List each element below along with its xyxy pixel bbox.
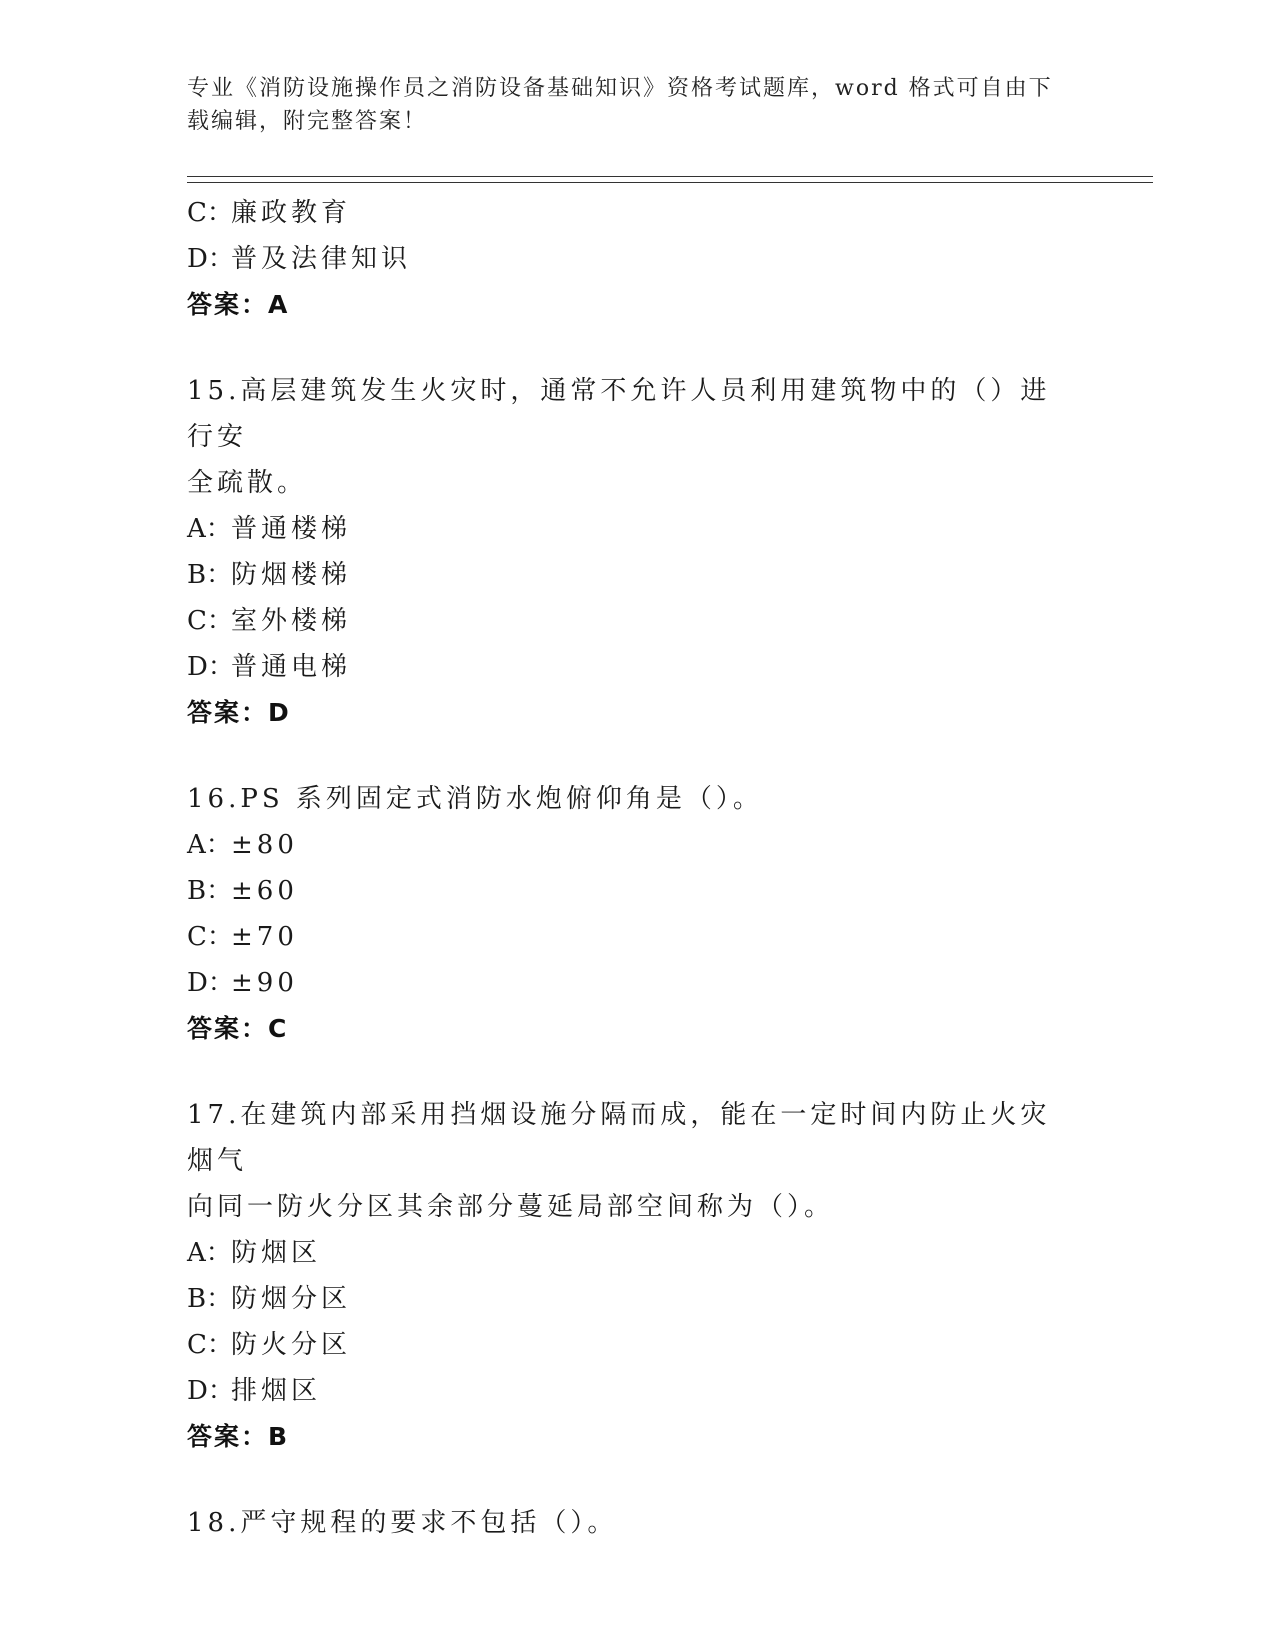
- question-15: [187, 368, 1087, 736]
- option-text: ±70: [231, 922, 298, 952]
- option-text: 普及法律知识: [231, 244, 412, 274]
- option-c: [187, 1322, 1087, 1368]
- answer-value: C: [268, 1014, 289, 1043]
- question-text-line-2: 向同一防火分区其余部分蔓延局部空间称为（）。: [187, 1192, 835, 1222]
- prev-question-tail: [187, 190, 1087, 328]
- option-text: 廉政教育: [231, 198, 352, 228]
- option-key: D：: [187, 968, 234, 998]
- option-key: B：: [187, 876, 233, 906]
- question-text-line-2: 全疏散。: [187, 468, 308, 498]
- option-text: 室外楼梯: [231, 606, 352, 636]
- header-divider-top: [187, 176, 1153, 177]
- question-text-line-1: 15.高层建筑发生火灾时，通常不允许人员利用建筑物中的（）进行安: [187, 376, 1051, 452]
- option-key: B：: [187, 1284, 233, 1314]
- option-key: D：: [187, 652, 234, 682]
- option-text: ±90: [231, 968, 298, 998]
- option-key: D：: [187, 244, 234, 274]
- option-b: [187, 868, 1087, 914]
- option-key: C：: [187, 606, 233, 636]
- option-d: [187, 1368, 1087, 1414]
- option-key: A：: [187, 514, 232, 544]
- option-key: A：: [187, 1238, 232, 1268]
- option-key: C：: [187, 922, 233, 952]
- option-key: A：: [187, 830, 232, 860]
- question-17: [187, 1092, 1087, 1460]
- header-line-2: 载编辑，附完整答案！: [187, 109, 428, 134]
- option-c: [187, 190, 1087, 236]
- option-text: ±60: [231, 876, 298, 906]
- option-c: [187, 598, 1087, 644]
- option-a: [187, 822, 1087, 868]
- question-text-line-1: 17.在建筑内部采用挡烟设施分隔而成，能在一定时间内防止火灾烟气: [187, 1100, 1051, 1176]
- answer-label: 答案：: [187, 290, 269, 319]
- question-text-line-1: 16.PS 系列固定式消防水炮俯仰角是（）。: [187, 784, 763, 814]
- header-line-1: 专业《消防设施操作员之消防设备基础知识》资格考试题库，word 格式可自由下: [187, 76, 1053, 101]
- option-d: [187, 960, 1087, 1006]
- option-key: B：: [187, 560, 233, 590]
- option-b: [187, 552, 1087, 598]
- question-text-line-1: 18.严守规程的要求不包括（）。: [187, 1508, 618, 1538]
- answer-line: [187, 1414, 1087, 1460]
- answer-label: 答案：: [187, 1422, 269, 1451]
- option-text: 防火分区: [231, 1330, 352, 1360]
- option-text: ±80: [231, 830, 298, 860]
- option-key: C：: [187, 198, 233, 228]
- answer-label: 答案：: [187, 1014, 269, 1043]
- option-key: C：: [187, 1330, 233, 1360]
- question-18: [187, 1500, 1087, 1546]
- question-list: [187, 190, 1087, 1546]
- answer-label: 答案：: [187, 698, 269, 727]
- option-text: 防烟分区: [231, 1284, 352, 1314]
- answer-value: B: [268, 1422, 290, 1451]
- option-a: [187, 506, 1087, 552]
- answer-value: D: [268, 698, 291, 727]
- option-text: 排烟区: [231, 1376, 322, 1406]
- option-b: [187, 1276, 1087, 1322]
- answer-value: A: [268, 290, 290, 319]
- answer-line: [187, 1006, 1087, 1052]
- option-key: D：: [187, 1376, 234, 1406]
- header-divider-bottom: [187, 182, 1153, 183]
- option-a: [187, 1230, 1087, 1276]
- question-16: [187, 776, 1087, 1052]
- option-text: 防烟区: [231, 1238, 322, 1268]
- option-d: [187, 644, 1087, 690]
- answer-line: [187, 690, 1087, 736]
- option-text: 普通楼梯: [231, 514, 352, 544]
- option-text: 普通电梯: [231, 652, 352, 682]
- option-c: [187, 914, 1087, 960]
- option-text: 防烟楼梯: [231, 560, 352, 590]
- option-d: [187, 236, 1087, 282]
- document-header: [187, 72, 1067, 138]
- answer-line: [187, 282, 1087, 328]
